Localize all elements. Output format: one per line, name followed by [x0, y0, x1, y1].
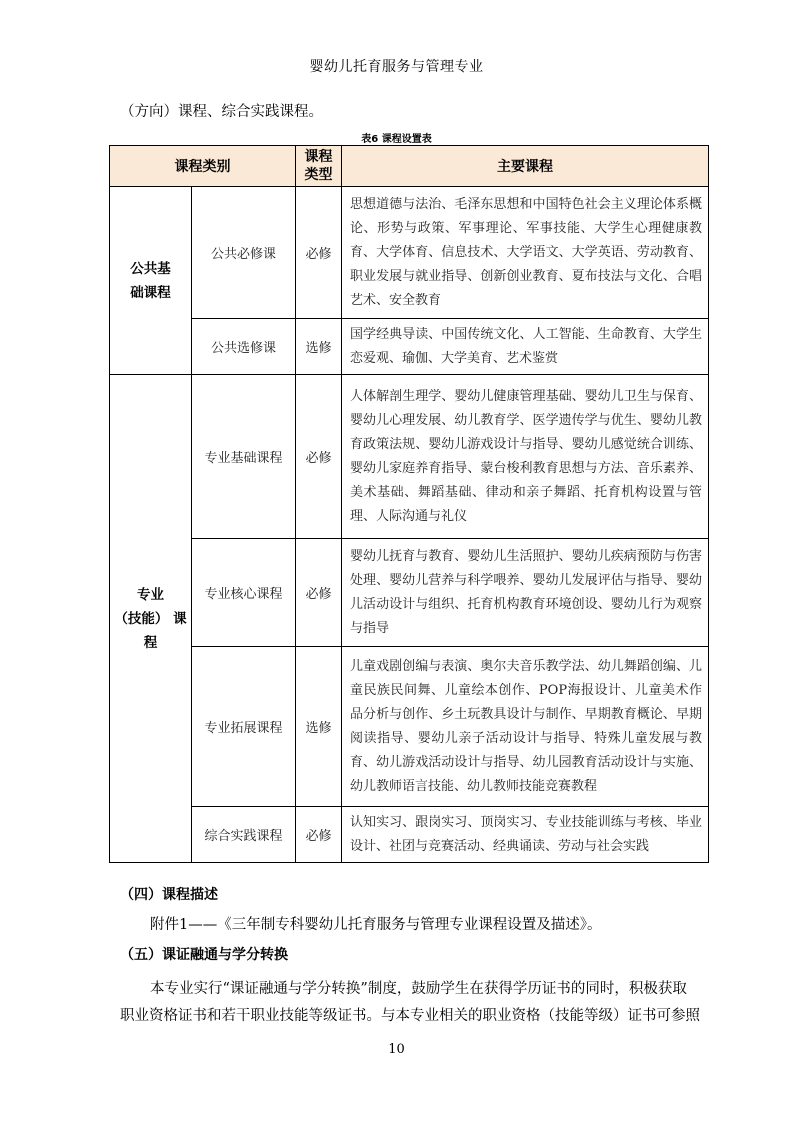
category-line: （技能） 课	[114, 610, 187, 627]
header-main: 主要课程	[342, 146, 709, 187]
category-line: 专业	[137, 586, 164, 603]
table-caption: 表6 课程设置表	[361, 134, 432, 145]
subcategory-cell: 专业核心课程	[192, 539, 296, 647]
main-courses-cell: 婴幼儿抚育与教育、婴幼儿生活照护、婴幼儿疾病预防与伤害处理、婴幼儿营养与科学喂养、婴幼儿发展评估与指导、婴幼儿活动设计与组织、托育机构教育环境创设、婴幼儿行为观察与指导	[342, 539, 709, 647]
subcategory-cell: 公共选修课	[192, 319, 296, 375]
section4-heading: （四）课程描述	[120, 887, 218, 903]
main-courses-cell: 国学经典导读、中国传统文化、人工智能、生命教育、大学生恋爱观、瑜伽、大学美育、艺术鉴赏	[342, 319, 709, 375]
type-cell: 必修	[296, 187, 342, 319]
type-cell: 必修	[296, 539, 342, 647]
type-cell: 选修	[296, 647, 342, 807]
header-type	[296, 146, 342, 187]
category-line: 础课程	[130, 284, 171, 301]
main-courses-cell: 儿童戏剧创编与表演、奥尔夫音乐教学法、幼儿舞蹈创编、儿童民族民间舞、儿童绘本创作、POP海报设计、儿童美术作品分析与创作、乡土玩教具设计与制作、早期教育概论、早期阅读指导、婴幼儿亲子活动设计与指导、特殊儿童发展与教育、幼儿游戏活动设计与指导、幼儿园教育活动设计与实施、幼儿教师语言技能、幼儿教师技能竞赛教程	[342, 647, 709, 807]
subcategory-cell: 专业拓展课程	[192, 647, 296, 807]
table-row	[110, 375, 709, 539]
table-row	[110, 187, 709, 319]
type-cell: 选修	[296, 319, 342, 375]
category-professional	[110, 375, 192, 863]
header-type-line2: 类型	[304, 167, 333, 183]
section5-heading: （五）课证融通与学分转换	[120, 947, 288, 963]
main-courses-cell: 思想道德与法治、毛泽东思想和中国特色社会主义理论体系概论、形势与政策、军事理论、军事技能、大学生心理健康教育、大学体育、信息技术、大学语文、大学英语、劳动教育、职业发展与就业指导、创新创业教育、夏布技法与文化、合唱艺术、安全教育	[342, 187, 709, 319]
table-row	[110, 319, 709, 375]
main-courses-cell: 人体解剖生理学、婴幼儿健康管理基础、婴幼儿卫生与保育、婴幼儿心理发展、幼儿教育学、医学遗传学与优生、婴幼儿教育政策法规、婴幼儿游戏设计与指导、婴幼儿感觉统合训练、婴幼儿家庭养育指导、蒙台梭利教育思想与方法、音乐素养、美术基础、舞蹈基础、律动和亲子舞蹈、托育机构设置与管理、人际沟通与礼仪	[342, 375, 709, 539]
course-table	[109, 145, 709, 863]
page-number: 10	[388, 1042, 405, 1057]
type-cell: 必修	[296, 375, 342, 539]
section5-text-line1: 本专业实行“课证融通与学分转换”制度，鼓励学生在获得学历证书的同时，积极获取	[150, 981, 687, 997]
category-line: 程	[143, 634, 158, 651]
type-cell: 必修	[296, 807, 342, 863]
table-row	[110, 807, 709, 863]
subcategory-cell: 公共必修课	[192, 187, 296, 319]
subcategory-cell: 综合实践课程	[192, 807, 296, 863]
main-courses-cell: 认知实习、跟岗实习、顶岗实习、专业技能训练与考核、毕业设计、社团与竞赛活动、经典诵读、劳动与社会实践	[342, 807, 709, 863]
intro-text: （方向）课程、综合实践课程。	[120, 104, 323, 120]
section5-text-line2: 职业资格证书和若干职业技能等级证书。与本专业相关的职业资格（技能等级）证书可参照	[120, 1008, 700, 1024]
table-row	[110, 539, 709, 647]
header-category: 课程类别	[110, 146, 296, 187]
page-header: 婴幼儿托育服务与管理专业	[309, 59, 484, 75]
subcategory-cell: 专业基础课程	[192, 375, 296, 539]
header-type-line1: 课程	[304, 149, 333, 165]
table-row	[110, 647, 709, 807]
section4-text: 附件1——《三年制专科婴幼儿托育服务与管理专业课程设置及描述》。	[150, 917, 602, 933]
category-line: 公共基	[130, 260, 171, 277]
category-public	[110, 187, 192, 375]
table-header-row	[110, 146, 709, 187]
